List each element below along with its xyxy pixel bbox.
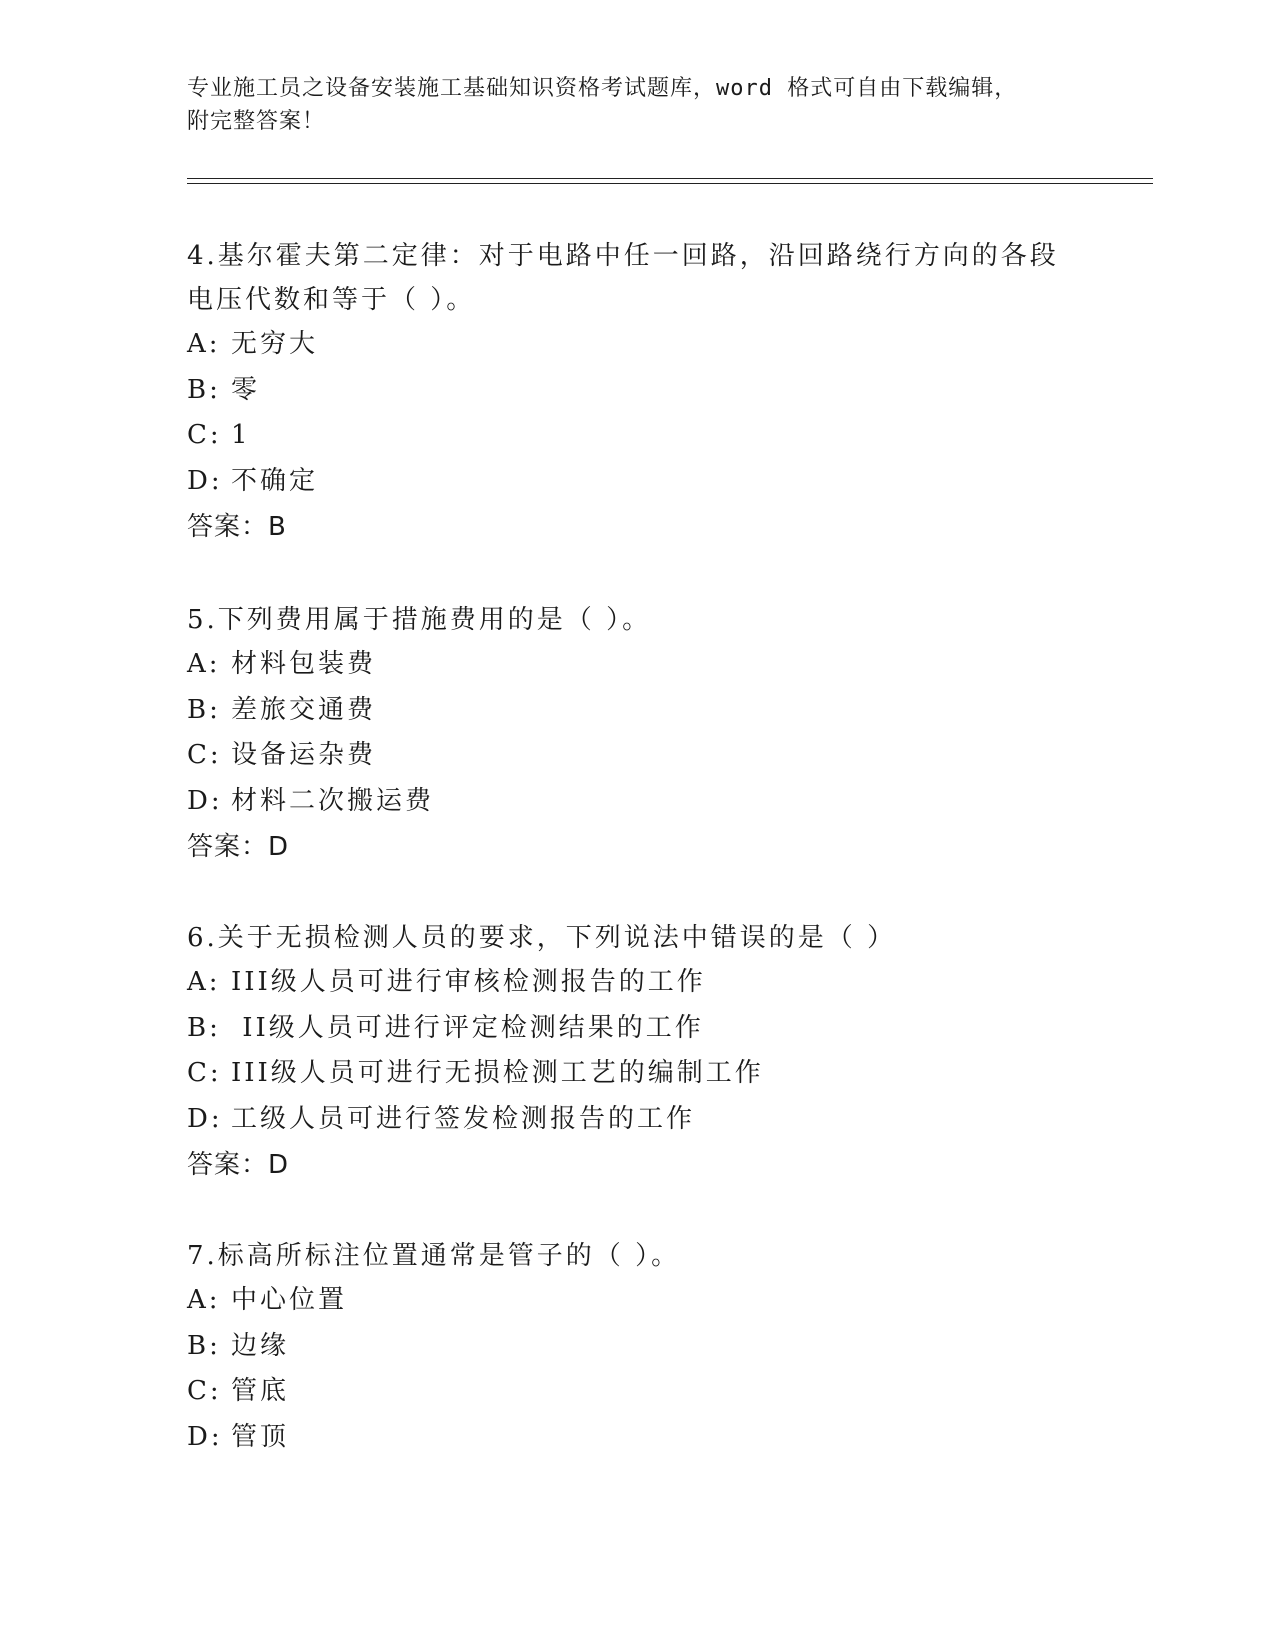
answer: 答案：D bbox=[187, 1150, 290, 1180]
option-key: A: bbox=[187, 967, 221, 997]
header-line-2: 附完整答案！ bbox=[187, 109, 326, 134]
option-key: B: bbox=[187, 694, 221, 725]
option-text: 不确定 bbox=[231, 465, 319, 496]
option-text: 材料包装费 bbox=[231, 649, 377, 679]
option-text: II级人员可进行评定检测结果的工作 bbox=[231, 1012, 704, 1043]
option-text: 差旅交通费 bbox=[231, 694, 377, 725]
option-a bbox=[187, 1278, 1087, 1324]
option-text: 设备运杂费 bbox=[231, 740, 377, 770]
option-text: 1 bbox=[231, 420, 251, 450]
option-text: III级人员可进行无损检测工艺的编制工作 bbox=[231, 1058, 764, 1088]
option-a bbox=[187, 960, 1087, 1006]
question-stem-line-1: 4.基尔霍夫第二定律：对于电路中任一回路，沿回路绕行方向的各段 bbox=[187, 241, 1059, 271]
option-c bbox=[187, 1051, 1087, 1097]
option-key: C: bbox=[187, 1376, 222, 1406]
option-d bbox=[187, 1415, 1087, 1461]
option-text: 边缘 bbox=[231, 1330, 290, 1361]
option-key: B: bbox=[187, 1330, 221, 1361]
option-text: 工级人员可进行签发检测报告的工作 bbox=[231, 1103, 696, 1134]
question-4 bbox=[187, 234, 1087, 550]
option-b bbox=[187, 688, 1087, 734]
option-text: 材料二次搬运费 bbox=[231, 785, 435, 816]
option-key: B: bbox=[187, 374, 221, 405]
header-line-1: 专业施工员之设备安装施工基础知识资格考试题库，word 格式可自由下载编辑， bbox=[187, 76, 1018, 101]
option-d bbox=[187, 459, 1087, 505]
question-stem-line-1: 5.下列费用属于措施费用的是（ ）。 bbox=[187, 605, 652, 635]
option-key: D: bbox=[187, 1103, 223, 1134]
option-b bbox=[187, 1324, 1087, 1370]
option-text: 零 bbox=[231, 374, 261, 405]
option-b bbox=[187, 1006, 1087, 1052]
option-b bbox=[187, 368, 1087, 414]
option-text: 管顶 bbox=[231, 1421, 290, 1452]
answer: 答案：B bbox=[187, 512, 287, 542]
option-key: A: bbox=[187, 329, 221, 359]
document-header bbox=[187, 72, 1087, 138]
option-d bbox=[187, 1097, 1087, 1143]
option-c bbox=[187, 1369, 1087, 1415]
option-text: 管底 bbox=[231, 1376, 290, 1406]
option-c bbox=[187, 733, 1087, 779]
option-a bbox=[187, 642, 1087, 688]
option-key: A: bbox=[187, 1285, 221, 1315]
option-key: D: bbox=[187, 465, 223, 496]
question-6 bbox=[187, 916, 1087, 1188]
option-text: 中心位置 bbox=[231, 1285, 348, 1315]
option-d bbox=[187, 779, 1087, 825]
option-key: D: bbox=[187, 1421, 223, 1452]
option-a bbox=[187, 322, 1087, 368]
option-c bbox=[187, 413, 1087, 459]
option-key: C: bbox=[187, 740, 222, 770]
header-divider-top bbox=[187, 178, 1153, 179]
option-key: D: bbox=[187, 785, 223, 816]
option-key: C: bbox=[187, 1058, 222, 1088]
question-5 bbox=[187, 598, 1087, 870]
option-text: 无穷大 bbox=[231, 329, 319, 359]
question-stem-line-1: 6.关于无损检测人员的要求，下列说法中错误的是（ ） bbox=[187, 923, 897, 953]
option-key: B: bbox=[187, 1012, 221, 1043]
header-divider-bottom bbox=[187, 183, 1153, 184]
option-text: III级人员可进行审核检测报告的工作 bbox=[231, 967, 706, 997]
option-key: C: bbox=[187, 420, 222, 450]
question-7 bbox=[187, 1234, 1087, 1460]
question-stem-line-1: 7.标高所标注位置通常是管子的（ ）。 bbox=[187, 1241, 681, 1271]
answer: 答案：D bbox=[187, 832, 290, 862]
option-key: A: bbox=[187, 649, 221, 679]
question-stem-line-2: 电压代数和等于（ ）。 bbox=[187, 285, 476, 315]
